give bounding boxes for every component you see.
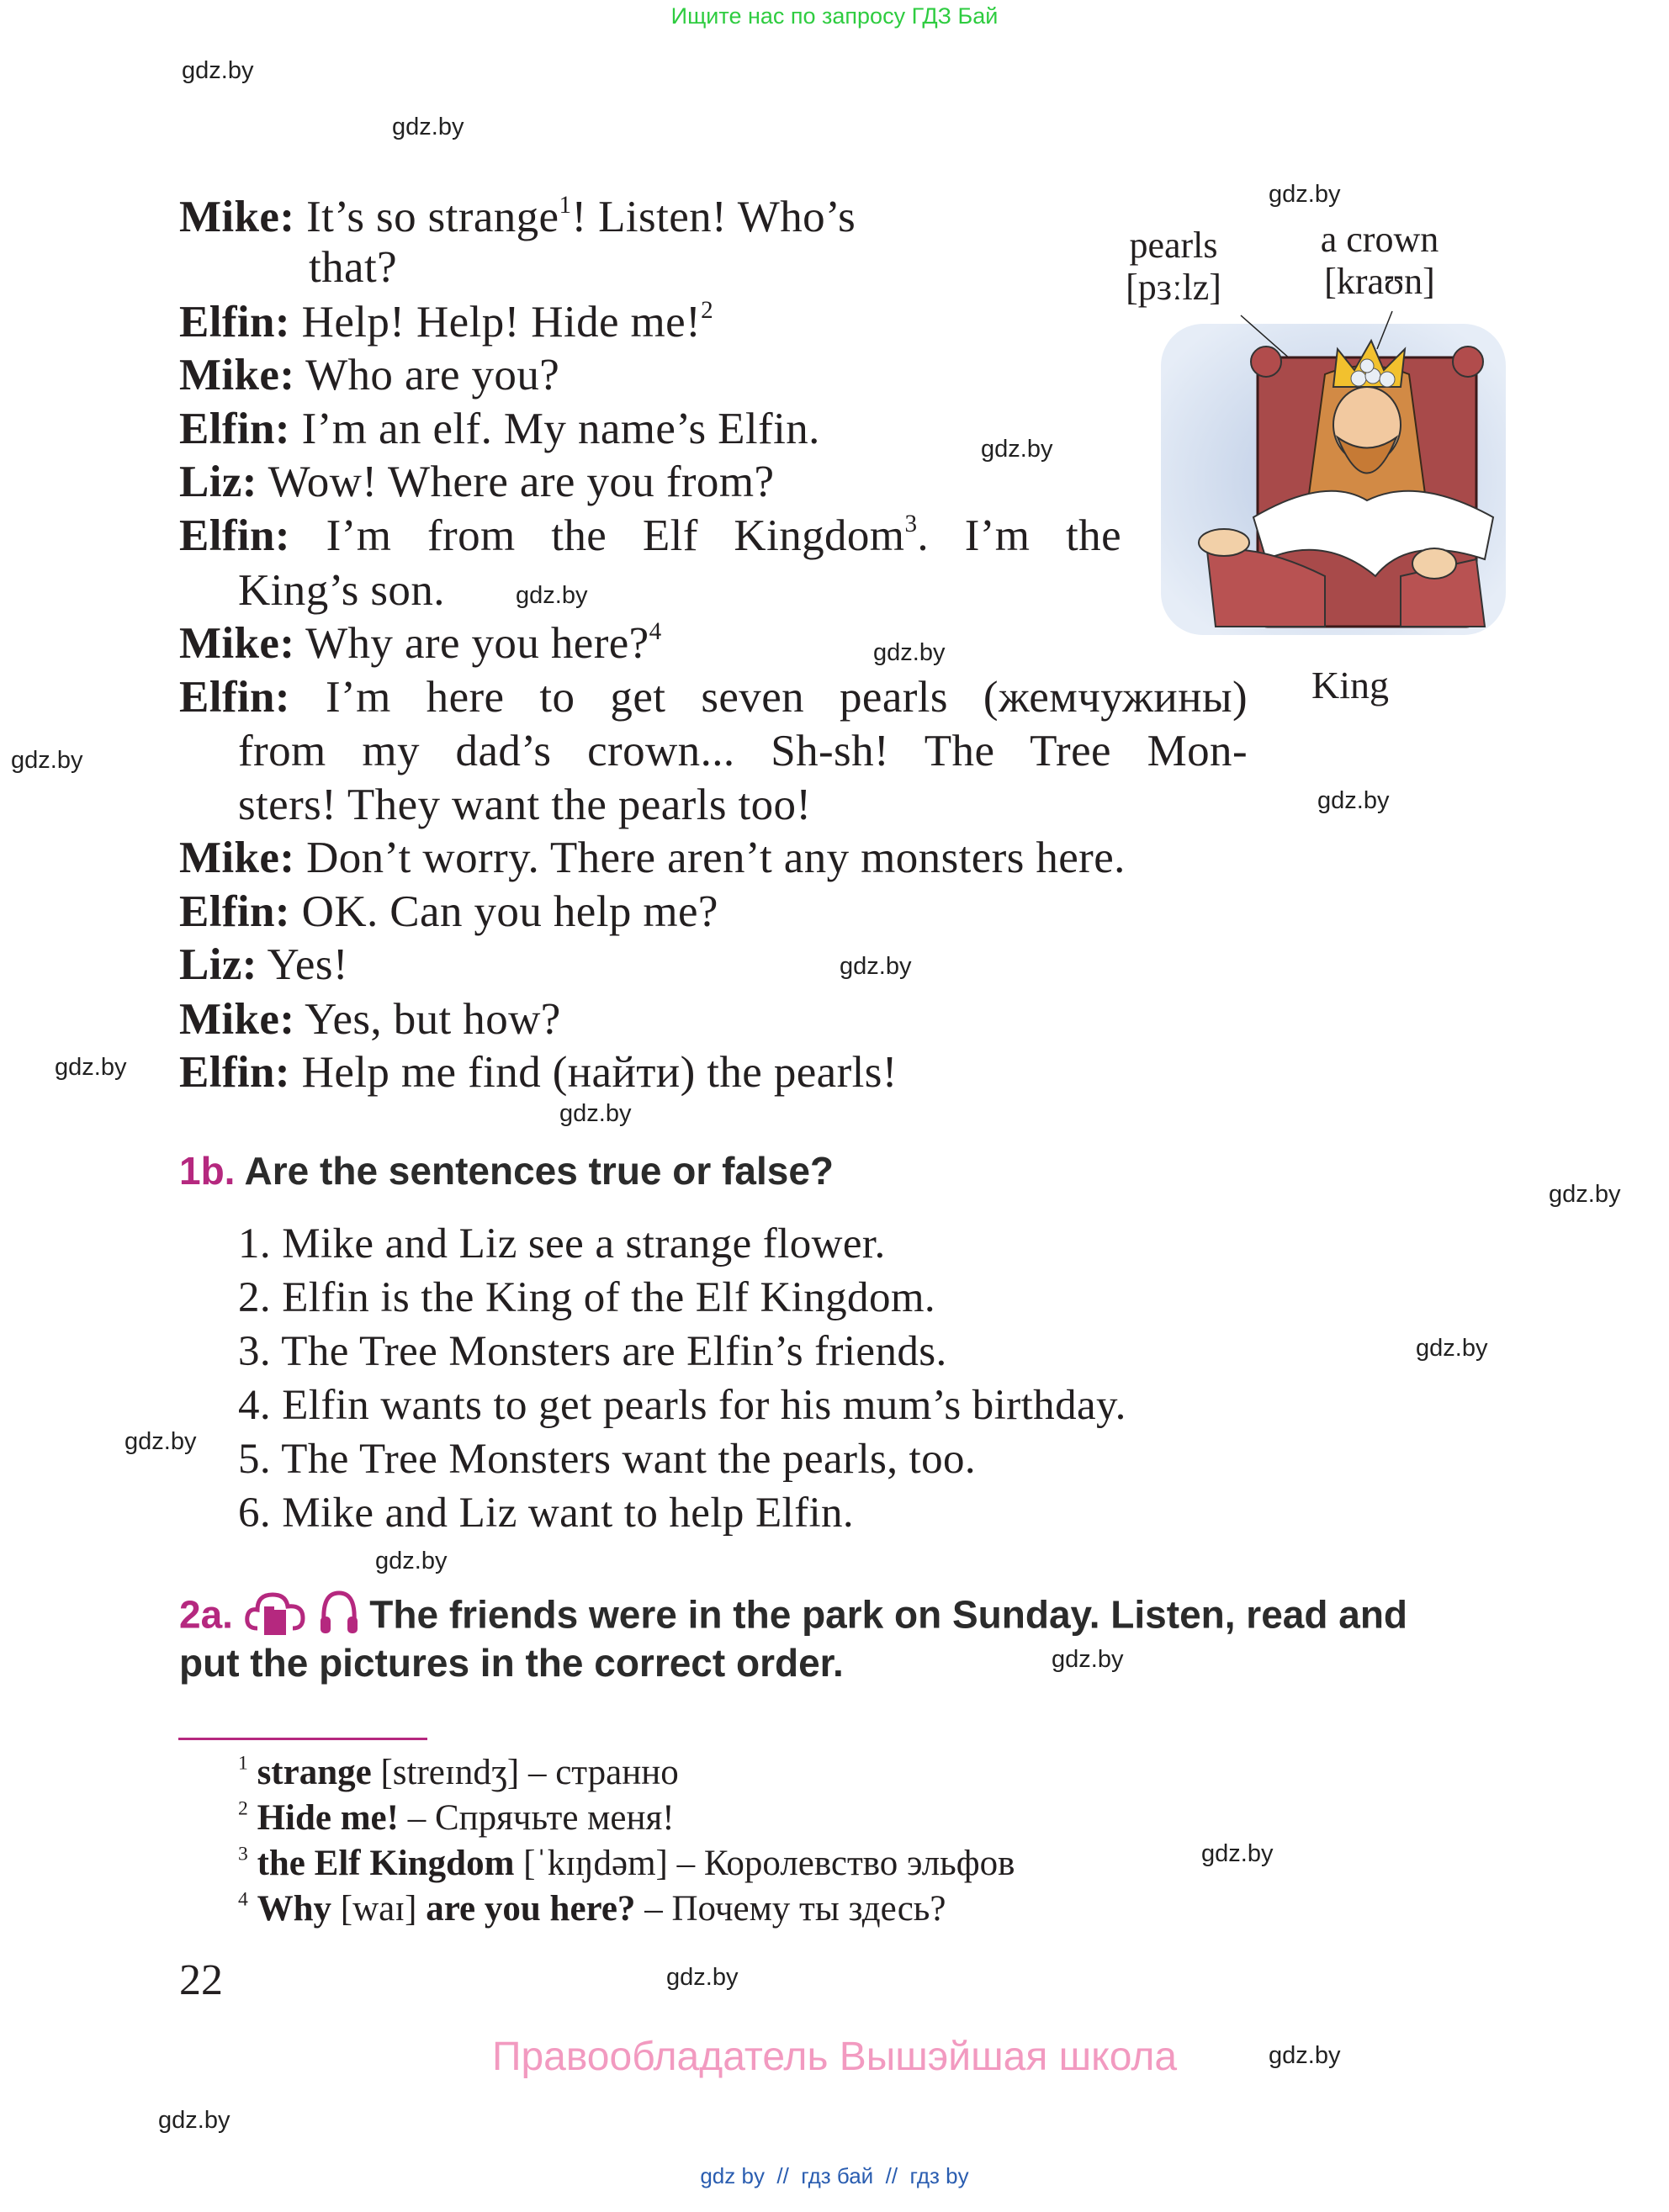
exercise-number: 2a. (179, 1592, 233, 1637)
dialogue-line (179, 938, 348, 992)
page-number: 22 (179, 1956, 223, 2004)
footnote-term: Why (257, 1889, 331, 1929)
dialogue-line (179, 455, 774, 509)
speaker: Mike: (179, 995, 295, 1044)
speaker: Mike: (179, 619, 295, 668)
line-text: King’s son. (238, 566, 445, 615)
watermark: gdz.by (158, 2107, 230, 2134)
line-text: Yes, but how? (305, 995, 561, 1044)
footnote-number: 2 (238, 1797, 248, 1820)
footnote (238, 1797, 675, 1839)
list-item: 4. Elfin wants to get pearls for his mum’s birthday. (238, 1382, 1126, 1429)
watermark: gdz.by (1269, 2042, 1341, 2069)
speaker: Elfin: (179, 673, 290, 722)
footnote-number: 4 (238, 1888, 248, 1911)
footnote-translation: [ˈkɪŋdəm] – Королевство эльфов (514, 1844, 1015, 1883)
line-text: Don’t worry. There aren’t any monsters here. (306, 833, 1126, 882)
watermark: gdz.by (840, 953, 912, 980)
footnote-translation: – Спрячьте меня! (398, 1798, 675, 1838)
dialogue-line (179, 617, 662, 670)
king-caption: King (1311, 664, 1389, 706)
dialogue-line (238, 778, 812, 832)
list-item: 6. Mike and Liz want to help Elfin. (238, 1490, 855, 1537)
exercise-instruction: The friends were in the park on Sunday. Listen, read and (369, 1592, 1408, 1637)
footnote-divider (178, 1738, 427, 1740)
footnote (238, 1752, 679, 1793)
speaker: Elfin: (179, 511, 290, 560)
footnote-term: the Elf Kingdom (257, 1844, 515, 1883)
dialogue-line (179, 295, 713, 349)
watermark: gdz.by (392, 114, 464, 140)
crown-transcription: [kraʊn] (1324, 261, 1435, 302)
exercise-title: Are the sentences true or false? (244, 1149, 834, 1193)
footnote-translation: – Почему ты здесь? (635, 1889, 946, 1929)
footnote-ref: 4 (649, 618, 662, 646)
line-text: Help me find (найти) the pearls! (301, 1048, 898, 1097)
speaker: Mike: (179, 351, 295, 400)
line-text: It’s so strange (306, 193, 559, 241)
list-item: 2. Elfin is the King of the Elf Kingdom. (238, 1274, 936, 1321)
watermark: gdz.by (182, 57, 254, 84)
dialogue-line (238, 564, 445, 617)
footnote-ref: 1 (559, 192, 572, 220)
watermark: gdz.by (1317, 787, 1390, 814)
dialogue-line (179, 992, 561, 1046)
exercise-number: 1b. (179, 1149, 236, 1193)
footnote-term: Hide me! (257, 1798, 399, 1838)
pearls-transcription: [pɜːlz] (1126, 267, 1221, 308)
speaker: Liz: (179, 458, 257, 506)
line-text: Who are you? (305, 351, 560, 400)
watermark: gdz.by (1201, 1840, 1274, 1867)
footer-links[interactable]: gdz by // гдз бай // гдз by (700, 2163, 969, 2188)
speaker: Elfin: (179, 298, 290, 347)
speaker: Mike: (179, 193, 295, 241)
speaker: Elfin: (179, 1048, 290, 1097)
king-on-throne-picture (1157, 282, 1510, 643)
speaker: Elfin: (179, 405, 290, 453)
watermark: gdz.by (873, 639, 946, 666)
dialogue-line (179, 1045, 898, 1099)
speaker: Mike: (179, 833, 295, 882)
footnote-translation: [streɪndʒ] – странно (371, 1753, 679, 1792)
exercise-2a-heading (179, 1588, 1407, 1648)
dialogue-line (309, 241, 397, 294)
dialogue-line (179, 885, 718, 939)
line-text: I’m from the Elf Kingdom (326, 511, 905, 560)
line-text: I’m here to get seven pearls (жемчужины) (325, 673, 1248, 722)
line-text: from my dad’s crown... Sh-sh! The Tree Mon- (238, 727, 1248, 775)
footnote (238, 1843, 1015, 1884)
watermark: gdz.by (981, 436, 1053, 463)
exercise-instruction-cont: put the pictures in the correct order. (179, 1641, 844, 1685)
watermark: gdz.by (516, 582, 588, 609)
watermark: gdz.by (666, 1964, 739, 1991)
list-item: 5. The Tree Monsters want the pearls, too. (238, 1436, 977, 1483)
line-text: Wow! Where are you from? (268, 458, 775, 506)
footnote-number: 3 (238, 1843, 248, 1865)
list-item: 1. Mike and Liz see a strange flower. (238, 1220, 886, 1267)
exercise-1b-heading (179, 1148, 834, 1193)
watermark: gdz.by (1549, 1181, 1621, 1208)
footnote-transcription: [waɪ] (331, 1889, 427, 1929)
speaker: Liz: (179, 940, 257, 989)
line-text: OK. Can you help me? (301, 887, 718, 936)
line-text: that? (309, 243, 397, 292)
footnote-ref: 3 (904, 511, 918, 538)
line-text: Yes! (267, 940, 348, 989)
speaker: Elfin: (179, 887, 290, 936)
line-text: Why are you here? (305, 619, 649, 668)
footnote-term: strange (257, 1753, 372, 1792)
watermark: gdz.by (375, 1548, 448, 1574)
dialogue-line (179, 670, 1248, 724)
watermark: gdz.by (11, 747, 83, 774)
search-banner[interactable]: Ищите нас по запросу ГДЗ Бай (670, 3, 999, 29)
list-item: 3. The Tree Monsters are Elfin’s friends. (238, 1328, 947, 1375)
line-text: ! Listen! Who’s (571, 193, 856, 241)
dialogue-line (179, 509, 1121, 563)
dialogue-line (179, 831, 1126, 885)
dialogue-line (179, 402, 820, 456)
dialogue-line (179, 348, 559, 402)
footnote-term: are you here? (426, 1889, 636, 1929)
watermark: gdz.by (559, 1100, 632, 1127)
watermark: gdz.by (1416, 1335, 1488, 1362)
footnote-ref: 2 (701, 297, 714, 325)
footnote-number: 1 (238, 1752, 248, 1775)
cloud-folder-icon[interactable] (244, 1588, 308, 1648)
line-text: sters! They want the pearls too! (238, 781, 812, 829)
dialogue-line (238, 724, 1248, 778)
dialogue-line (179, 190, 856, 244)
watermark: gdz.by (1052, 1646, 1124, 1673)
line-text: Help! Help! Hide me! (301, 298, 702, 347)
pearls-word: pearls (1129, 225, 1218, 266)
line-text: I’m an elf. My name’s Elfin. (301, 405, 820, 453)
headphones-icon[interactable] (319, 1588, 359, 1648)
watermark: gdz.by (1269, 181, 1341, 208)
copyright-notice: Правообладатель Вышэйшая школа (491, 2035, 1178, 2079)
footnote (238, 1888, 946, 1929)
crown-word: a crown (1320, 219, 1439, 260)
watermark: gdz.by (125, 1428, 197, 1455)
watermark: gdz.by (55, 1054, 127, 1081)
line-text: . I’m the (917, 511, 1122, 560)
